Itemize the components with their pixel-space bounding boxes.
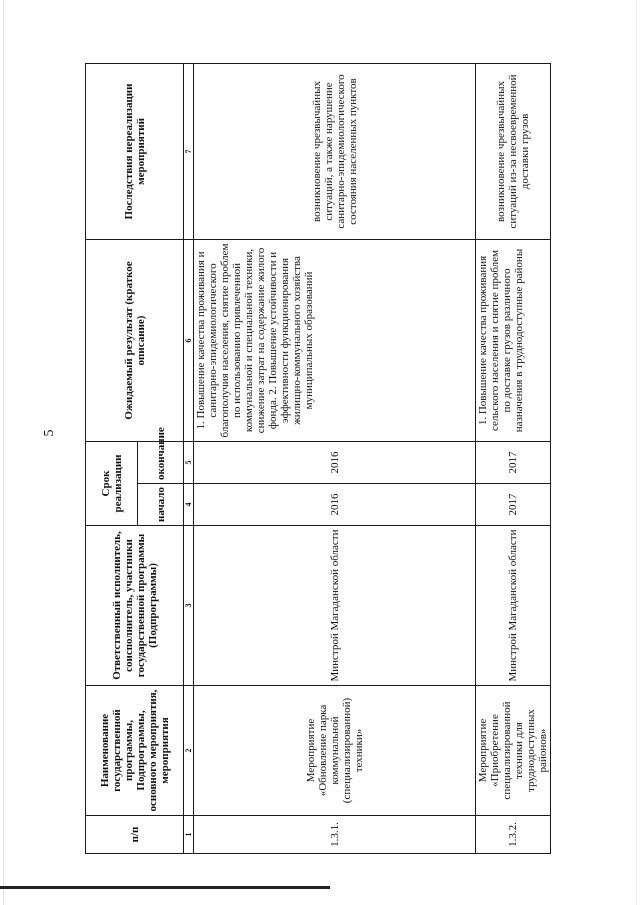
row-name: Мероприятие «Обновление парка коммунальной (специализированной) техники» bbox=[194, 686, 476, 816]
header-row bbox=[86, 63, 138, 853]
col-number: 4 bbox=[184, 484, 194, 526]
scan-edge-left bbox=[3, 0, 4, 905]
header-start: начало bbox=[138, 484, 184, 526]
col-number: 1 bbox=[184, 816, 194, 854]
row-consequences: возникновение чрезвычайных ситуаций из-за несвоевременной доставки грузов bbox=[476, 63, 551, 239]
page-number: 5 bbox=[42, 429, 57, 437]
scan-edge-right bbox=[636, 0, 637, 905]
row-executor: Минстрой Магаданской области bbox=[476, 526, 551, 686]
col-number: 6 bbox=[184, 239, 194, 441]
table-row bbox=[194, 63, 476, 853]
row-name: Мероприятие «Приобретение специализированной техники для труднодоступных районов» bbox=[476, 686, 551, 816]
header-end: окончание bbox=[138, 441, 184, 483]
row-num: 1.3.1. bbox=[194, 816, 476, 854]
row-result: 1. Повышение качества проживания и санитарно-эпидемиологического благополучия населения, снятие проблем по использованию привлеченной коммунальной и специальной техники, снижение затрат на содержание жилого фонда. 2. Повышение устойчивости и эффективности функционирования жилищно-коммунального хозяйства муниципальных образований bbox=[194, 239, 476, 441]
row-executor: Минстрой Магаданской области bbox=[194, 526, 476, 686]
col-number: 2 bbox=[184, 686, 194, 816]
row-num: 1.3.2. bbox=[476, 816, 551, 854]
scan-edge-bottom bbox=[0, 886, 330, 889]
header-result: Ожидаемый результат (краткое описание) bbox=[86, 239, 184, 441]
row-consequences: возникновение чрезвычайных ситуаций, а также нарушение санитарно-эпидемиологического состояния населенных пунктов bbox=[194, 63, 476, 239]
col-number: 3 bbox=[184, 526, 194, 686]
col-number: 5 bbox=[184, 441, 194, 483]
row-end: 2017 bbox=[476, 441, 551, 483]
header-executor: Ответственный исполнитель, соисполнитель, участники государственной программы (Подпрограммы) bbox=[86, 526, 184, 686]
table-row bbox=[476, 63, 551, 853]
header-period: Срок реализации bbox=[86, 441, 138, 525]
row-start: 2017 bbox=[476, 484, 551, 526]
column-number-row bbox=[184, 63, 194, 853]
row-end: 2016 bbox=[194, 441, 476, 483]
row-result: 1. Повышение качества проживания сельского населения и снятие проблем по доставке грузов различного назначения в труднодоступные районы bbox=[476, 239, 551, 441]
row-start: 2016 bbox=[194, 484, 476, 526]
header-consequences: Последствия нереализации мероприятий bbox=[86, 63, 184, 239]
header-num: п/п bbox=[86, 816, 184, 854]
program-measures-table bbox=[85, 63, 551, 854]
col-number: 7 bbox=[184, 63, 194, 239]
header-name: Наименование государственной программы, Подпрограммы, основного мероприятия, мероприятия bbox=[86, 686, 184, 816]
rotated-table-wrapper bbox=[85, 64, 549, 854]
